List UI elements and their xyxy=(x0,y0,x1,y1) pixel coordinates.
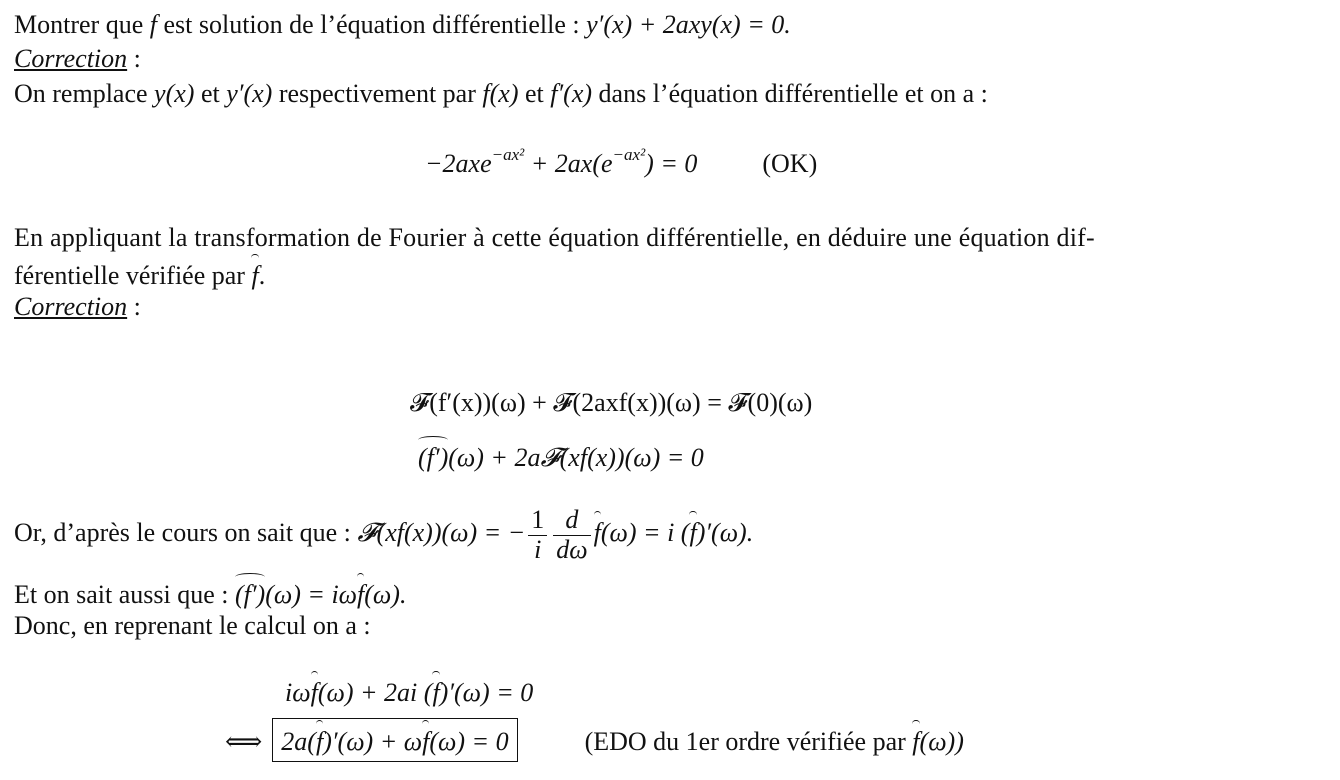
q2-period: . xyxy=(258,261,266,290)
answer-1-text xyxy=(14,77,988,111)
or-lhs: 𝓕(xf(x))(ω) = − xyxy=(357,518,526,548)
equation-3-line-2 xyxy=(225,718,964,762)
q1-prefix: Montrer que xyxy=(14,10,150,39)
eq3-l1-fhat: f xyxy=(311,672,318,710)
eq1-part2: + 2ax(e xyxy=(524,149,613,178)
or-t1: Or, d’après le cours on sait que : xyxy=(14,518,358,548)
fraction-d-over-domega xyxy=(553,506,590,564)
correction-1 xyxy=(14,42,141,76)
r1-t2: et xyxy=(194,79,227,108)
note-b: (ω)) xyxy=(919,727,964,756)
q2-line2-text: férentielle vérifiée par xyxy=(14,261,252,290)
q1-middle: est solution de l’équation différentielle : xyxy=(156,10,587,39)
r1-yp: y′(x) xyxy=(226,79,273,108)
eq1-exp1: −ax² xyxy=(491,145,525,164)
fraction-1-over-i xyxy=(528,506,547,564)
eq3-l1-b: (ω) + 2ai ( xyxy=(317,678,433,707)
eq3-l1-c: )′(ω) = 0 xyxy=(439,678,534,707)
also-end: (ω). xyxy=(364,580,407,609)
iff-symbol: ⟺ xyxy=(225,727,263,756)
donc-line: Donc, en reprenant le calcul on a : xyxy=(14,611,371,640)
correction-colon: : xyxy=(127,44,141,73)
or-mid: (ω) = i ( xyxy=(600,518,690,548)
or-line xyxy=(14,506,753,564)
correction-label: Correction xyxy=(14,44,128,73)
equation-2-line-1: 𝓕(f′(x))(ω) + 𝓕(2axf(x))(ω) = 𝓕(0)(ω) xyxy=(410,388,813,417)
also-fhat: f xyxy=(357,574,364,612)
r1-t3: respectivement par xyxy=(272,79,483,108)
box-a: 2a( xyxy=(281,727,316,756)
also-mid: (ω) = iω xyxy=(265,580,358,609)
boxed-result xyxy=(272,718,517,762)
eq3-l1-fhat2: f xyxy=(432,672,439,710)
r1-t5: dans l’équation différentielle et on a : xyxy=(592,79,988,108)
eq1-part3: ) = 0 xyxy=(645,149,698,178)
frac2-num: d xyxy=(553,506,590,536)
eq1-part1: −2axe xyxy=(425,149,492,178)
correction-colon-2: : xyxy=(127,292,141,321)
equation-2-line-2 xyxy=(418,437,704,475)
box-b: )′(ω) + ω xyxy=(323,727,423,756)
eq2-hat: (f′) xyxy=(418,437,448,475)
or-fhat2: f xyxy=(689,512,696,550)
q1-f: f xyxy=(149,10,157,39)
or-fhat: f xyxy=(594,512,601,550)
also-t1: Et on sait aussi que : xyxy=(14,580,235,609)
equation-1 xyxy=(425,144,817,181)
correction-2 xyxy=(14,290,141,324)
box-c: (ω) = 0 xyxy=(429,727,509,756)
box-fhat-2: f xyxy=(422,721,429,759)
or-end: )′(ω). xyxy=(696,518,754,548)
question-2-line-1: En appliquant la transformation de Fourier à cette équation différentielle, en déduire une équation dif- xyxy=(14,223,1095,252)
frac1-num: 1 xyxy=(528,506,547,536)
box-fhat-1: f xyxy=(316,721,323,759)
frac2-den: dω xyxy=(556,534,588,564)
eq1-ok: (OK) xyxy=(762,149,818,178)
question-1 xyxy=(14,8,791,42)
question-2-line-2 xyxy=(14,255,265,293)
note-fhat: f xyxy=(912,721,919,759)
r1-t1: On remplace xyxy=(14,79,155,108)
frac1-den: i xyxy=(534,534,542,564)
r1-t4: et xyxy=(518,79,551,108)
correction-label-2: Correction xyxy=(14,292,128,321)
q2-fhat: f xyxy=(251,255,258,293)
note-a: (EDO du 1er ordre vérifiée par xyxy=(584,727,913,756)
r1-fx: f(x) xyxy=(482,79,519,108)
r1-y: y(x) xyxy=(154,79,195,108)
also-line xyxy=(14,574,406,612)
q1-equation: y′(x) + 2axy(x) = 0. xyxy=(586,10,791,39)
r1-fpx: f′(x) xyxy=(550,79,593,108)
eq1-exp2: −ax² xyxy=(612,145,646,164)
equation-3-line-1 xyxy=(285,672,533,710)
eq2-rest: (ω) + 2a𝓕(xf(x))(ω) = 0 xyxy=(448,443,704,472)
eq3-l1-a: iω xyxy=(285,678,311,707)
also-hat: (f′) xyxy=(235,574,265,612)
